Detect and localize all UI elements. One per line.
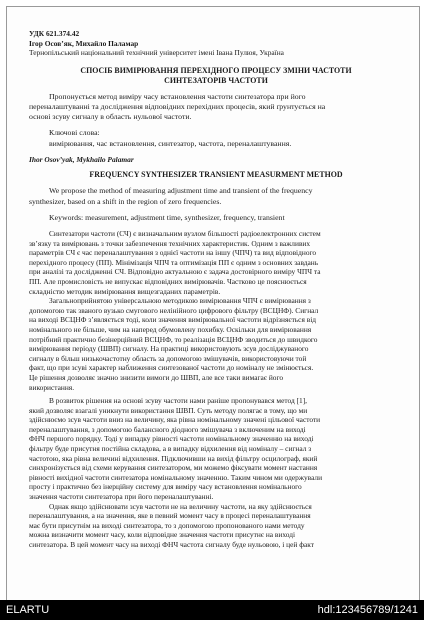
repository-name: ELARTU [6, 604, 50, 616]
article-body [29, 229, 403, 550]
title-en: FREQUENCY SYNTHESIZER TRANSIENT MEASURMENT METHOD [89, 170, 343, 180]
body-paragraph [29, 396, 403, 502]
body-line: при аналізі та дослідженні СЧ. Відповідно актуальною є задача достовірного виміру ЧПЧ та [29, 267, 321, 277]
body-paragraph [29, 229, 403, 296]
udk-code: УДК 621.374.42 [29, 29, 80, 38]
body-line: який дозволяє взагалі уникнути використання ШВП. Суть методу полягає в тому, що ми [29, 405, 308, 415]
abstract-en-line: synthesizer, based on a shift in the region of zero frequencies. [29, 196, 222, 206]
abstract-ua-line: основі зсуву сигналу в область нульової частоти. [29, 112, 192, 122]
title-ua-line: СИНТЕЗАТОРІВ ЧАСТОТИ [164, 75, 268, 85]
abstract-ua [29, 92, 403, 123]
body-line: просту і практично без інерційну систему для виміру часу встановлення номінального [29, 482, 302, 492]
body-line: частотою, яка рівна величині відхилення. Підключивши на вихід фільтру осцилограф, який [29, 453, 318, 463]
repository-footer-bar [0, 600, 424, 620]
body-paragraph [29, 502, 403, 550]
keywords-en: Keywords: measurement, adjustment time, synthesizer, frequency, transient [49, 212, 285, 222]
body-line: синхронізується від схеми керування синтезатором, ми можемо фіксувати момент настання [29, 463, 318, 473]
body-line: використання. [29, 382, 75, 392]
body-paragraph [29, 296, 403, 392]
keywords-ua-label: Ключові слова: [49, 128, 100, 138]
body-line: потрібний практично безінерційний ВСЦНФ, то реалізація ВСЦНФ зводиться до швидкого [29, 334, 318, 344]
abstract-en [29, 186, 403, 206]
body-line: Загальноприйнятою універсальною методикою вимірювання ЧПЧ є вимірювання з [49, 296, 311, 306]
body-line: вимірювання періоду (ШВП) сигналу. На практиці використовують зсув досліджуваного [29, 344, 309, 354]
body-line: номінального не більше, чим на наперед обумовлену похибку. Оскільки для вимірювання [29, 324, 312, 334]
body-line: синтезатора. В цей момент часу на виході ФНЧ частота сигналу буде нульовою, і цей факт [29, 540, 314, 549]
body-line: ФНЧ першого порядку. Тоді у випадку рівності частоти номінальному значенню на виході [29, 434, 314, 444]
article-page [29, 29, 403, 550]
body-line: Однак якщо здійснювати зсув частоти не на величину частоти, на яку здійснюється [49, 501, 312, 511]
title-ua-line: СПОСІБ ВИМІРЮВАННЯ ПЕРЕХІДНОГО ПРОЦЕСУ ЗМІНИ ЧАСТОТИ [80, 65, 352, 75]
abstract-en-line: We propose the method of measuring adjustment time and transient of the frequency [49, 186, 313, 196]
body-line: переналаштування, з допомогою балансного діодного змішувача з включеним на виході [29, 424, 306, 434]
body-line: рівності вихідної частоти синтезатора номінальному значенню. Таким чином ми одержували [29, 472, 323, 482]
body-line: допомогою так званого вузько смугового нелінійного цифрового фільтру (ВСЦНФ). Сигнал [29, 305, 319, 315]
body-line: ПП. Але промисловість не випускає відповідних вимірювачів. Частково це пояснюється [29, 276, 307, 286]
body-line: зв’язку та вимірювань з точки забезпечення технічних характеристик. Одним з важливих [29, 238, 311, 248]
body-line: Це рішення дозволяє значно знизити вимоги до ШВП, але все таки вимагає його [29, 372, 284, 382]
page-frame [6, 6, 420, 602]
abstract-ua-line: переналаштуванні та дослідження відповідних перехідних процесів, який ґрунтується на [29, 101, 326, 111]
body-line: здійснюємо зсув частоти вниз на величину, яка рівна номінальному значені цільової частоти [29, 415, 321, 425]
abstract-ua-line: Пропонується метод виміру часу встановлення частоти синтезатора при його [49, 91, 306, 101]
body-line: переналаштування, а на значення, яке в певний момент часу в процесі переналаштування [29, 511, 311, 521]
affiliation: Тернопільський національний технічний університет імені Івана Пулюя, Україна [29, 48, 284, 58]
authors-ua: Ігор Осов’як, Михайло Паламар [29, 38, 139, 48]
body-line: В розвиток рішення на основі зсуву частоти нами раніше пропонувався метод [1], [49, 396, 308, 406]
handle-identifier[interactable]: hdl:123456789/1241 [317, 604, 418, 616]
body-line: можна визначити момент часу, коли відповідне значення частоти присутнє на виході [29, 530, 296, 540]
body-line: має бути присутнім на виході синтезатора, то з допомогою пропонованого нами методу [29, 520, 305, 530]
body-line: факт, що при зсуві характер наближення синтезованої частоти до номіналу не змінюється. [29, 363, 314, 373]
title-ua [29, 66, 403, 86]
body-line: сигналу в більш низькочастотну область за допомогою змішувачів, використовуючи той [29, 353, 307, 363]
body-line: Синтезатори частоти (СЧ) є визначальним вузлом більшості радіоелектронних систем [49, 229, 321, 238]
body-line: складністю методик вимірювання вищезгаданих параметрів. [29, 286, 221, 296]
keywords-ua [29, 128, 403, 148]
authors-en: Ihor Osov’yak, Mykhailo Palamar [29, 154, 134, 164]
body-line: значення частоти синтезатора при його переналаштуванні. [29, 492, 214, 502]
body-line: перехідного процесу (ПП). Мінімізація ЧПЧ та оптимізація ПП є одним з основних завдань [29, 257, 319, 267]
body-line: параметрів СЧ є час переналаштування з однієї частоти на іншу (ЧПЧ) та вид відповідного [29, 248, 317, 258]
keywords-ua-text: вимірювання, час встановлення, синтезатор, частота, переналаштування. [49, 138, 292, 148]
body-line: фільтру буде присутня постійна складова, а в випадку відхилення від номіналу – сигнал з [29, 444, 312, 454]
body-line: на виході ВСЦНФ з’являється тоді, коли значення вимірювальної частоти відрізняється від [29, 315, 317, 325]
